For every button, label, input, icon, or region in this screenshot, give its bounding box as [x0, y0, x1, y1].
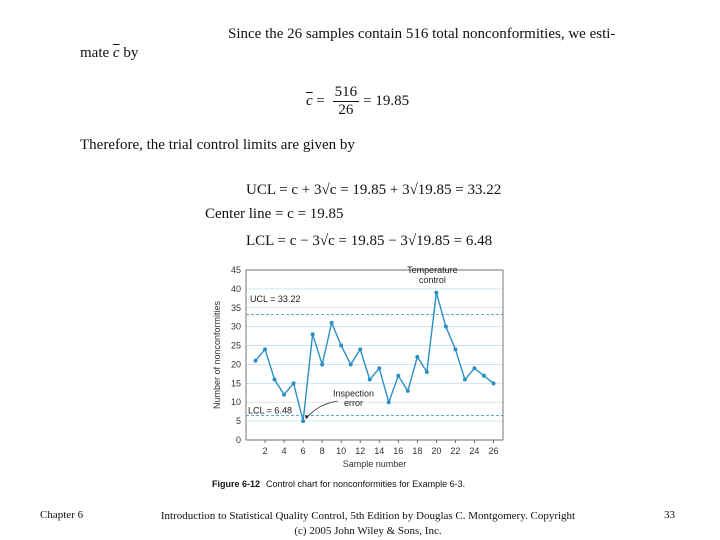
data-point — [301, 419, 305, 423]
y-tick-label: 20 — [230, 359, 241, 370]
c-symbol: $\overline{c}$ — [112, 45, 120, 61]
data-point — [387, 400, 391, 404]
y-tick-label: 35 — [230, 302, 241, 313]
data-point — [339, 344, 343, 348]
figure-number: Figure 6-12 — [212, 479, 261, 489]
data-point — [282, 393, 286, 397]
annotation-inspection-line-2: error — [344, 398, 364, 408]
fraction-denominator: 26 — [338, 102, 354, 118]
book-credit: Introduction to Statistical Quality Control, 5th Edition by Douglas C. Montgomery. Copyright (c) 2005 John Wiley & Sons, Inc. — [160, 510, 576, 537]
data-point — [263, 347, 267, 351]
x-tick-label: 18 — [412, 446, 423, 456]
y-tick-label: 45 — [230, 265, 241, 275]
x-tick-label: 26 — [488, 446, 499, 456]
ucl-label: UCL = 33.22 — [250, 294, 301, 305]
data-point — [330, 321, 334, 325]
data-point — [377, 366, 381, 370]
equals-sign: = — [312, 93, 329, 109]
x-tick-label: 10 — [336, 446, 347, 456]
data-point — [254, 359, 258, 363]
x-tick-label: 2 — [262, 446, 268, 456]
data-point — [472, 366, 476, 370]
y-tick-label: 40 — [230, 283, 241, 294]
x-tick-label: 8 — [319, 446, 325, 456]
data-point — [482, 374, 486, 378]
x-tick-label: 14 — [374, 446, 385, 456]
fraction-numerator: 516 — [334, 84, 358, 100]
fraction — [333, 84, 360, 119]
cbar-lhs: $\overline{c}$ — [306, 93, 313, 109]
y-tick-label: 10 — [230, 397, 241, 408]
x-tick-label: 20 — [431, 446, 442, 456]
lcl-formula: LCL = c − 3√c = 19.85 − 3√19.85 = 6.48 — [246, 233, 493, 249]
intro-line-1: Since the 26 samples contain 516 total nonconformities, we esti- — [228, 26, 616, 42]
data-point — [320, 362, 324, 366]
y-tick-label: 15 — [230, 378, 241, 389]
intro-line-2 — [80, 45, 138, 62]
data-point — [358, 347, 362, 351]
data-point — [368, 378, 372, 382]
annotation-arrow — [306, 401, 337, 419]
figure-caption-text: Control chart for nonconformities for Example 6-3. — [266, 479, 466, 489]
annotation-temperature-line-2: control — [418, 274, 446, 285]
x-axis-title: Sample number — [342, 459, 407, 469]
data-point — [491, 381, 495, 385]
y-tick-label: 5 — [235, 416, 241, 427]
x-tick-label: 22 — [450, 446, 461, 456]
data-point — [434, 291, 438, 295]
y-tick-label: 30 — [230, 321, 241, 332]
center-line-formula: Center line = c = 19.85 — [205, 206, 344, 222]
data-point — [415, 355, 419, 359]
cbar-equation — [306, 84, 409, 119]
intro-line-2-prefix: mate — [80, 45, 113, 61]
intro-line-2-suffix: by — [119, 45, 139, 61]
therefore-line: Therefore, the trial control limits are given by — [80, 137, 355, 153]
control-chart — [205, 262, 510, 477]
data-point — [396, 374, 400, 378]
x-tick-label: 4 — [281, 446, 287, 456]
cbar-result: = 19.85 — [363, 93, 410, 109]
data-point — [406, 389, 410, 393]
data-point — [349, 362, 353, 366]
page-number: 33 — [664, 509, 675, 521]
data-point — [273, 378, 277, 382]
chapter-label: Chapter 6 — [40, 509, 84, 521]
data-point — [444, 325, 448, 329]
figure-caption — [212, 479, 465, 489]
y-tick-label: 25 — [230, 340, 241, 351]
y-tick-label: 0 — [235, 435, 241, 445]
x-tick-label: 12 — [355, 446, 366, 456]
x-tick-label: 16 — [393, 446, 404, 456]
data-point — [463, 378, 467, 382]
annotation-inspection-line-1: Inspection — [333, 388, 375, 399]
lcl-label: LCL = 6.48 — [248, 405, 292, 416]
data-point — [425, 370, 429, 374]
data-point — [453, 347, 457, 351]
data-point — [311, 332, 315, 336]
ucl-formula: UCL = c + 3√c = 19.85 + 3√19.85 = 33.22 — [246, 182, 502, 198]
x-tick-label: 24 — [469, 446, 480, 456]
data-point — [292, 381, 296, 385]
x-tick-label: 6 — [300, 446, 306, 456]
y-axis-title: Number of nonconformities — [212, 300, 222, 410]
annotation-temperature-line-1: Temperature — [407, 265, 458, 276]
